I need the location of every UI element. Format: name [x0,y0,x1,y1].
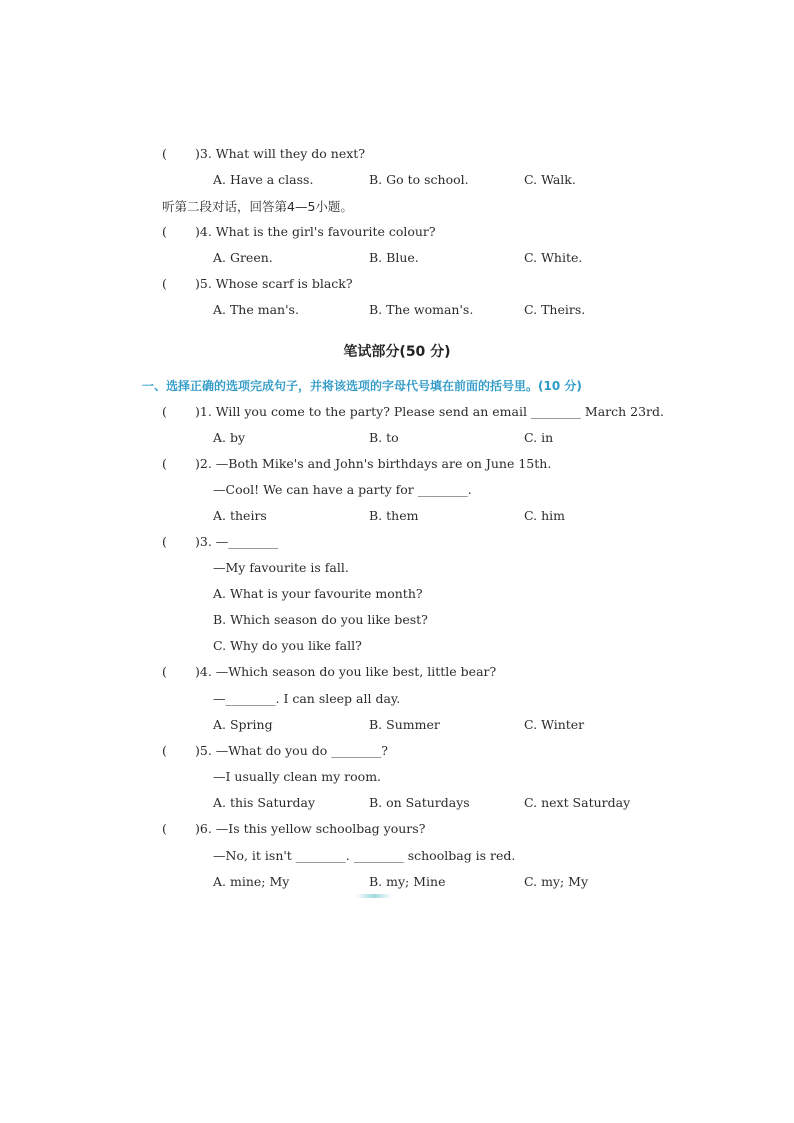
option-c-1: C. in [524,430,554,445]
question-2: )2. —Both Mike's and John's birthdays are on June 15th. [195,456,552,471]
dialog2-instruction: 听第二段对话，回答第4—5小题。 [162,199,353,214]
option-a-5: A. this Saturday [213,795,316,810]
option-a-6: A. mine; My [213,874,290,889]
answer-paren-5: ( [162,743,167,758]
scan-smudge [356,894,392,898]
option-b-5: B. on Saturdays [369,795,470,810]
option-c-6: C. my; My [524,874,589,889]
part1-instruction: 一、选择正确的选项完成句子，并将该选项的字母代号填在前面的括号里。(10 分) [142,379,582,393]
option-b-3: B. Which season do you like best? [213,612,428,627]
option-b-6: B. my; Mine [369,874,446,889]
option-c-5: C. next Saturday [524,795,631,810]
question-listening-4: )4. What is the girl's favourite colour? [195,224,436,239]
answer-paren-listening-5: ( [162,276,167,291]
answer-paren-3: ( [162,534,167,549]
answer-paren-listening-4: ( [162,224,167,239]
question-5: )5. —What do you do ________? [195,743,388,758]
question-2-reply: —Cool! We can have a party for ________. [213,482,472,497]
option-a-4: A. Spring [213,717,273,732]
question-6: )6. —Is this yellow schoolbag yours? [195,821,426,836]
question-1: )1. Will you come to the party? Please send an email ________ March 23rd. [195,404,665,419]
option-b-listening-3: B. Go to school. [369,172,469,187]
option-c-3: C. Why do you like fall? [213,638,362,653]
question-6-reply: —No, it isn't ________. ________ schoolbag is red. [213,848,516,863]
option-a-1: A. by [213,430,246,445]
option-c-listening-3: C. Walk. [524,172,576,187]
option-b-1: B. to [369,430,399,445]
section-title: 笔试部分(50 分) [343,344,451,360]
answer-paren-1: ( [162,404,167,419]
option-a-3: A. What is your favourite month? [213,586,423,601]
answer-paren-4: ( [162,664,167,679]
option-a-2: A. theirs [213,508,267,523]
question-3: )3. —________ [195,534,279,549]
option-c-listening-4: C. White. [524,250,583,265]
option-b-2: B. them [369,508,419,523]
answer-paren-6: ( [162,821,167,836]
option-b-listening-5: B. The woman's. [369,302,474,317]
question-3-reply: —My favourite is fall. [213,560,349,575]
question-listening-3: )3. What will they do next? [195,146,366,161]
option-b-4: B. Summer [369,717,440,732]
option-a-listening-4: A. Green. [213,250,273,265]
question-4-reply: —________. I can sleep all day. [213,691,401,706]
option-c-2: C. him [524,508,565,523]
answer-paren-2: ( [162,456,167,471]
option-c-4: C. Winter [524,717,585,732]
option-c-listening-5: C. Theirs. [524,302,586,317]
option-b-listening-4: B. Blue. [369,250,419,265]
answer-paren-listening-3: ( [162,146,167,161]
option-a-listening-5: A. The man's. [213,302,299,317]
option-a-listening-3: A. Have a class. [213,172,314,187]
question-listening-5: )5. Whose scarf is black? [195,276,353,291]
question-4: )4. —Which season do you like best, little bear? [195,664,497,679]
question-5-reply: —I usually clean my room. [213,769,382,784]
